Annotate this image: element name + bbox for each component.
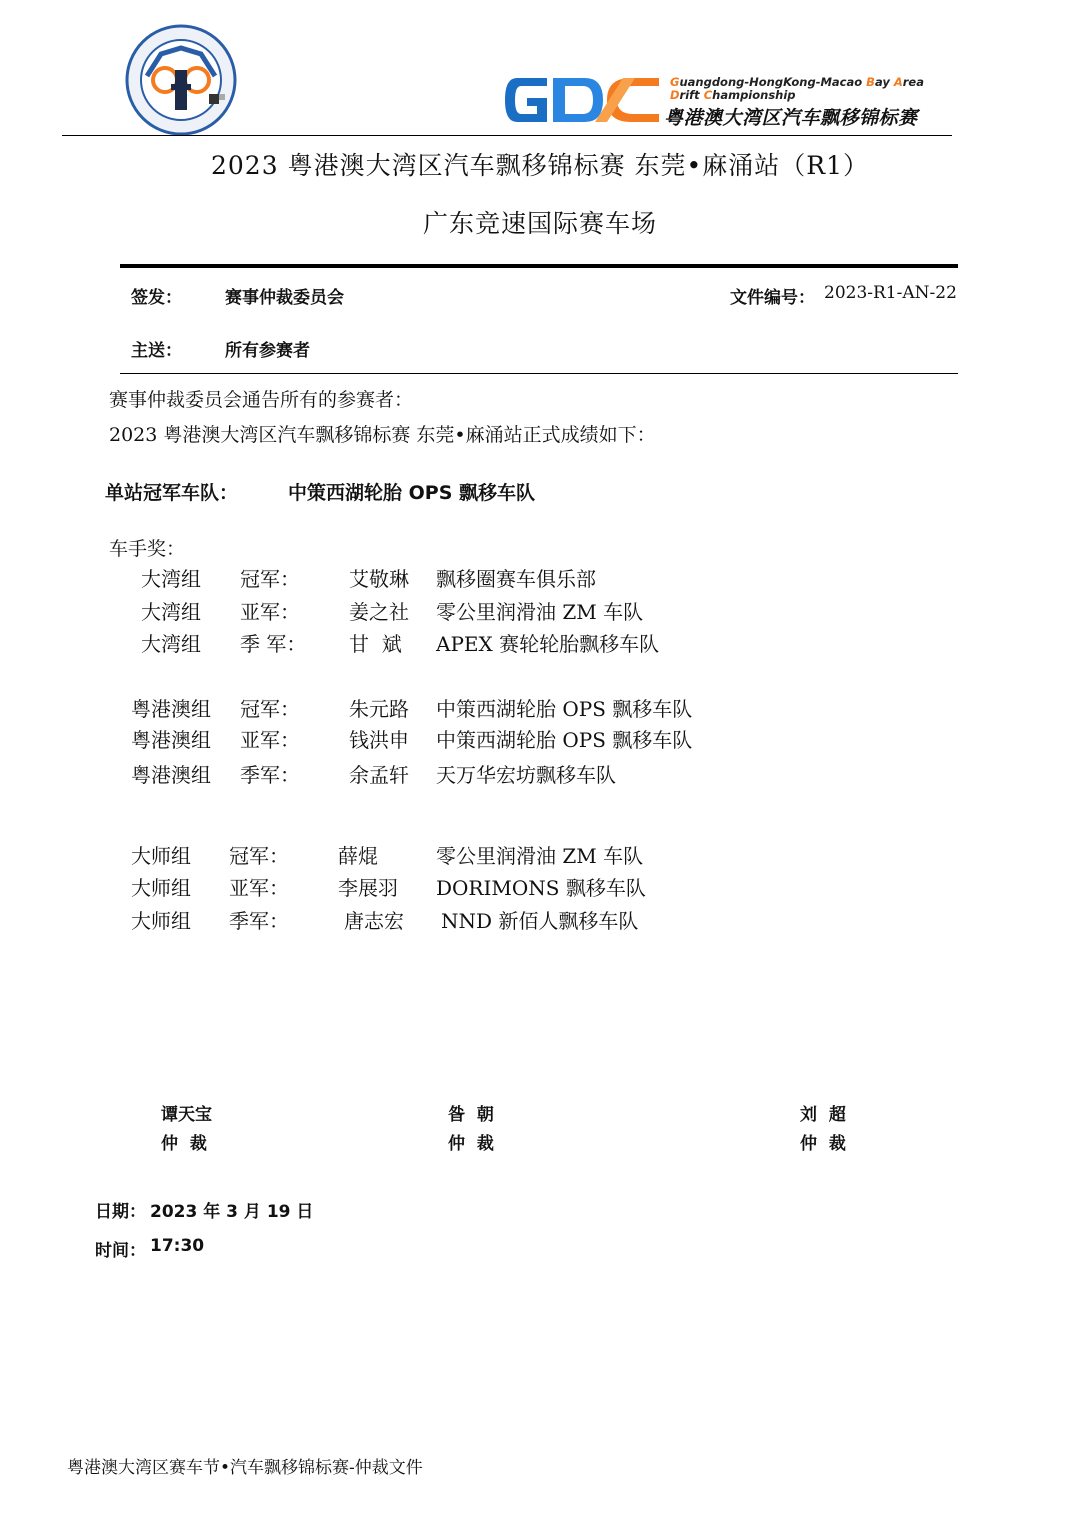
result-team: NND 新佰人飘移车队 — [441, 909, 639, 933]
date-label: 日期： — [95, 1202, 146, 1222]
result-team: 零公里润滑油 ZM 车队 — [436, 844, 644, 868]
title-rule — [120, 264, 958, 268]
result-group: 大师组 — [131, 909, 191, 933]
gdc-en-line2: Drift Championship — [670, 88, 796, 102]
gdc-logo-icon — [503, 72, 663, 128]
intro-line-1: 赛事仲裁委员会通告所有的参赛者： — [109, 389, 414, 411]
document-title: 2023 粤港澳大湾区汽车飘移锦标赛 东莞•麻涌站（R1） — [211, 151, 869, 180]
result-group: 大湾组 — [141, 567, 201, 591]
signature-name: 谭天宝 — [161, 1105, 212, 1125]
signature-name: 刘 超 — [800, 1105, 846, 1125]
signature-name: 昝 朝 — [448, 1105, 494, 1125]
result-group: 粤港澳组 — [131, 728, 211, 752]
result-driver: 钱洪申 — [349, 728, 409, 752]
issuer-label: 签发： — [131, 288, 182, 308]
result-group: 大湾组 — [141, 632, 201, 656]
result-driver: 唐志宏 — [344, 909, 404, 933]
result-driver: 薛焜 — [338, 844, 378, 868]
intro-line-2: 2023 粤港澳大湾区汽车飘移锦标赛 东莞•麻涌站正式成绩如下： — [109, 424, 656, 446]
result-driver: 姜之社 — [349, 600, 409, 624]
doc-number-value: 2023-R1-AN-22 — [824, 283, 957, 303]
result-group: 粤港澳组 — [131, 697, 211, 721]
gdc-chinese-name: 粤港澳大湾区汽车飘移锦标赛 — [664, 107, 918, 129]
result-team: 中策西湖轮胎 OPS 飘移车队 — [436, 697, 693, 721]
result-place: 季军： — [240, 763, 300, 787]
recipient-value: 所有参赛者 — [225, 341, 310, 361]
result-place: 亚军： — [240, 728, 300, 752]
doc-number-label: 文件编号： — [730, 288, 815, 308]
signature-title: 仲 裁 — [800, 1134, 846, 1154]
signature-title: 仲 裁 — [448, 1134, 494, 1154]
meta-divider — [120, 373, 958, 374]
result-driver: 李展羽 — [338, 876, 398, 900]
date-value: 2023 年 3 月 19 日 — [150, 1202, 314, 1222]
result-team: 中策西湖轮胎 OPS 飘移车队 — [436, 728, 693, 752]
time-label: 时间： — [95, 1241, 146, 1261]
recipient-label: 主送： — [131, 341, 182, 361]
gdc-en-line1: Guangdong-HongKong-Macao Bay Area — [670, 75, 924, 89]
result-place: 冠军： — [240, 567, 300, 591]
team-award-value: 中策西湖轮胎 OPS 飘移车队 — [288, 482, 535, 504]
result-driver: 余孟轩 — [349, 763, 409, 787]
venue-title: 广东竞速国际赛车场 — [422, 209, 657, 238]
gdc-english-name — [670, 76, 924, 102]
result-team: 零公里润滑油 ZM 车队 — [436, 600, 644, 624]
result-group: 粤港澳组 — [131, 763, 211, 787]
result-team: 飘移圈赛车俱乐部 — [436, 567, 596, 591]
result-team: 天万华宏坊飘移车队 — [436, 763, 616, 787]
page-footer: 粤港澳大湾区赛车节•汽车飘移锦标赛-仲裁文件 — [67, 1458, 423, 1478]
result-place: 亚军： — [240, 600, 300, 624]
result-team: APEX 赛轮轮胎飘移车队 — [436, 632, 660, 656]
issuer-value: 赛事仲裁委员会 — [225, 288, 344, 308]
result-group: 大师组 — [131, 844, 191, 868]
result-place: 冠军： — [240, 697, 300, 721]
result-group: 大湾组 — [141, 600, 201, 624]
result-driver: 艾敬琳 — [349, 567, 409, 591]
result-team: DORIMONS 飘移车队 — [436, 876, 646, 900]
result-place: 季军： — [229, 909, 289, 933]
association-emblem-icon — [125, 24, 237, 136]
result-driver: 甘 斌 — [349, 632, 402, 656]
result-group: 大师组 — [131, 876, 191, 900]
result-driver: 朱元路 — [349, 697, 409, 721]
result-place: 冠军： — [229, 844, 289, 868]
time-value: 17:30 — [150, 1236, 205, 1256]
team-award-label: 单站冠军车队： — [105, 482, 239, 504]
driver-awards-label: 车手奖： — [109, 538, 186, 560]
result-place: 亚军： — [229, 876, 289, 900]
header-divider — [62, 135, 952, 136]
result-place: 季 军： — [240, 632, 307, 656]
signature-title: 仲 裁 — [161, 1134, 207, 1154]
